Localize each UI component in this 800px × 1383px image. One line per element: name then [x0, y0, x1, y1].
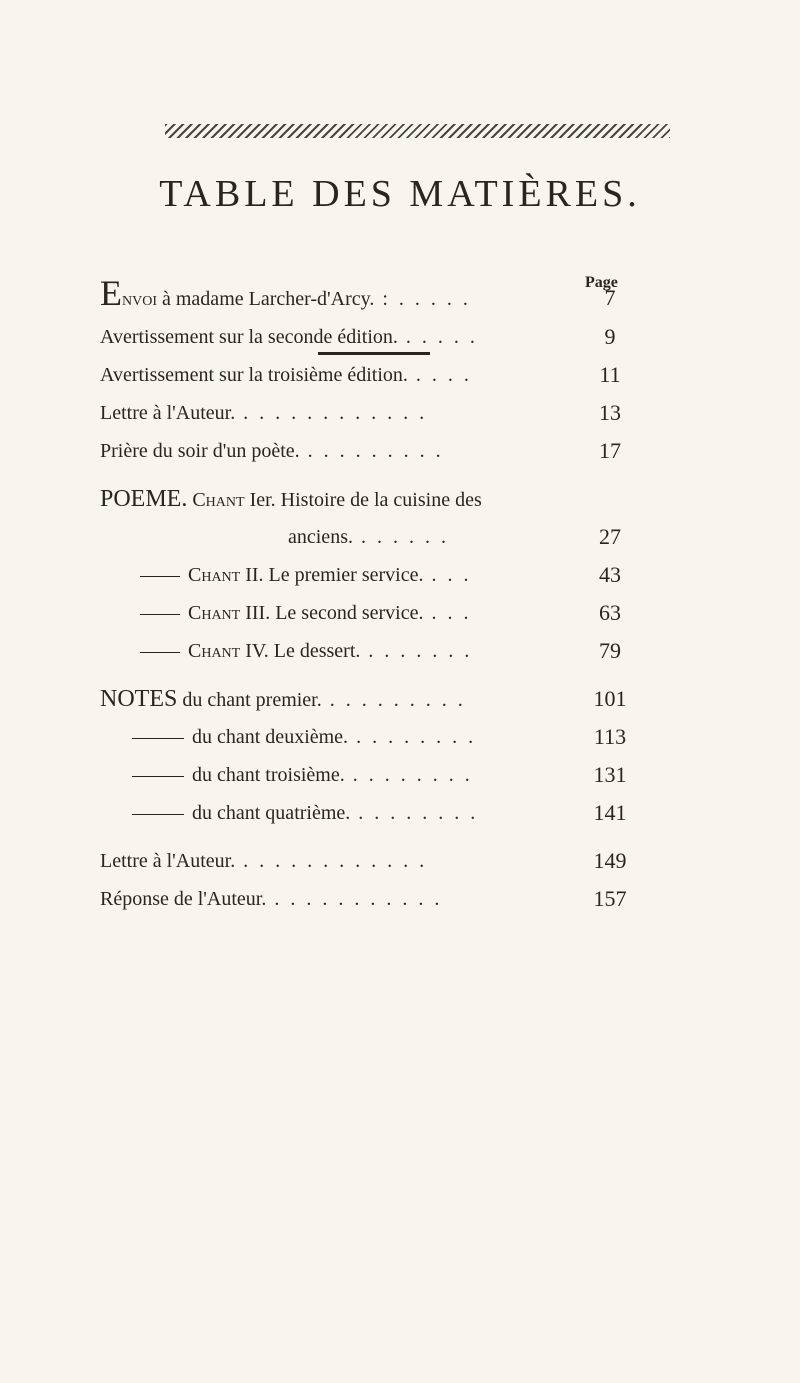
toc-entry — [100, 398, 630, 428]
leader-dots: . . . . . . — [352, 526, 449, 548]
toc-entry — [100, 560, 630, 590]
page-number: 27 — [599, 524, 621, 549]
entry-title: du chant troisième. — [192, 764, 345, 786]
toc-entry — [100, 522, 630, 552]
toc-entry — [100, 484, 660, 514]
toc-entry — [100, 884, 630, 914]
page-column-label: Page — [585, 274, 618, 291]
drop-cap: E — [100, 273, 122, 313]
leader-dots: . . . . . . . . . — [299, 440, 444, 462]
toc-entry — [100, 722, 630, 752]
entry-title: à madame Larcher-d'Arcy. — [157, 288, 375, 310]
page-number: 131 — [593, 762, 627, 787]
page-title: TABLE DES MATIÈRES. — [159, 173, 641, 215]
leader-dots: . . . — [423, 564, 472, 586]
section-label: POEME. — [100, 486, 188, 512]
leader-dots: . . . — [423, 602, 472, 624]
chant-label: Chant — [188, 564, 241, 586]
page-number: 101 — [593, 686, 627, 711]
entry-title: Lettre à l'Auteur. — [100, 850, 236, 872]
entry-title: du chant deuxième. — [192, 726, 349, 748]
page-number: 43 — [599, 562, 621, 587]
toc-entry — [100, 360, 630, 390]
toc-entry — [100, 636, 630, 666]
ditto-dash — [132, 738, 184, 739]
ditto-dash — [132, 776, 184, 777]
page-number: 79 — [599, 638, 621, 663]
chant-number: Ier. — [249, 489, 276, 511]
leader-dots: . . . . . . . . — [344, 764, 473, 786]
ditto-dash — [140, 652, 180, 653]
chant-label: Chant — [188, 640, 241, 662]
page-number: 157 — [593, 886, 627, 911]
page-number: 141 — [593, 800, 627, 825]
page-number: 9 — [604, 324, 616, 349]
entry-title: III. Le second service. — [245, 602, 424, 624]
section-label: NOTES — [100, 686, 178, 712]
entry-title: nvoi — [122, 288, 157, 310]
toc-entry — [100, 436, 630, 466]
leader-dots: . . . . . . . . — [348, 726, 477, 748]
page-number: 149 — [593, 848, 627, 873]
toc-entry — [100, 598, 630, 628]
ditto-dash — [140, 576, 180, 577]
ditto-dash — [132, 814, 184, 815]
page-number: 63 — [599, 600, 621, 625]
entry-title: Histoire de la cuisine des — [280, 489, 482, 511]
toc-entry — [100, 760, 630, 790]
leader-dots: . . . . . . . . . . . . — [235, 850, 428, 872]
page-number: 11 — [599, 362, 621, 387]
ditto-dash — [140, 614, 180, 615]
leader-dots: . . . . . . . . . — [321, 689, 466, 711]
toc-entry — [100, 846, 630, 876]
chant-label: Chant — [188, 602, 241, 624]
entry-title: Avertissement sur la troisième édition. — [100, 364, 408, 386]
entry-title: Avertissement sur la seconde édition. — [100, 326, 398, 348]
toc-entry — [100, 322, 630, 352]
leader-dots: . . . . . . . . . . . . — [235, 402, 428, 424]
page-number: 113 — [593, 724, 627, 749]
entry-title: du chant quatrième. — [192, 802, 351, 824]
entry-title: Réponse de l'Auteur. — [100, 888, 267, 910]
leader-dots: . . . . . . . . — [350, 802, 479, 824]
entry-title: Lettre à l'Auteur. — [100, 402, 236, 424]
title-rule — [318, 352, 430, 355]
header-ornament — [165, 124, 670, 138]
toc-entry — [100, 684, 630, 714]
page-number: 17 — [599, 438, 621, 463]
leader-dots: . . . . . . . . . . . — [266, 888, 443, 910]
page-number: 13 — [599, 400, 621, 425]
entry-title: Prière du soir d'un poète. — [100, 440, 300, 462]
entry-title: IV. Le dessert. — [245, 640, 361, 662]
leader-dots: . . . . . . . — [360, 640, 473, 662]
leader-dots: . . . . . — [397, 326, 478, 348]
chant-label: Chant — [192, 489, 245, 511]
toc-entry — [100, 798, 630, 828]
leader-dots: : . . . . . — [374, 288, 471, 310]
entry-title: du chant premier. — [177, 689, 322, 711]
page-number: 7 — [604, 285, 616, 310]
entry-title: II. Le premier service. — [245, 564, 424, 586]
entry-title: anciens. — [288, 526, 353, 548]
leader-dots: . . . . — [407, 364, 472, 386]
